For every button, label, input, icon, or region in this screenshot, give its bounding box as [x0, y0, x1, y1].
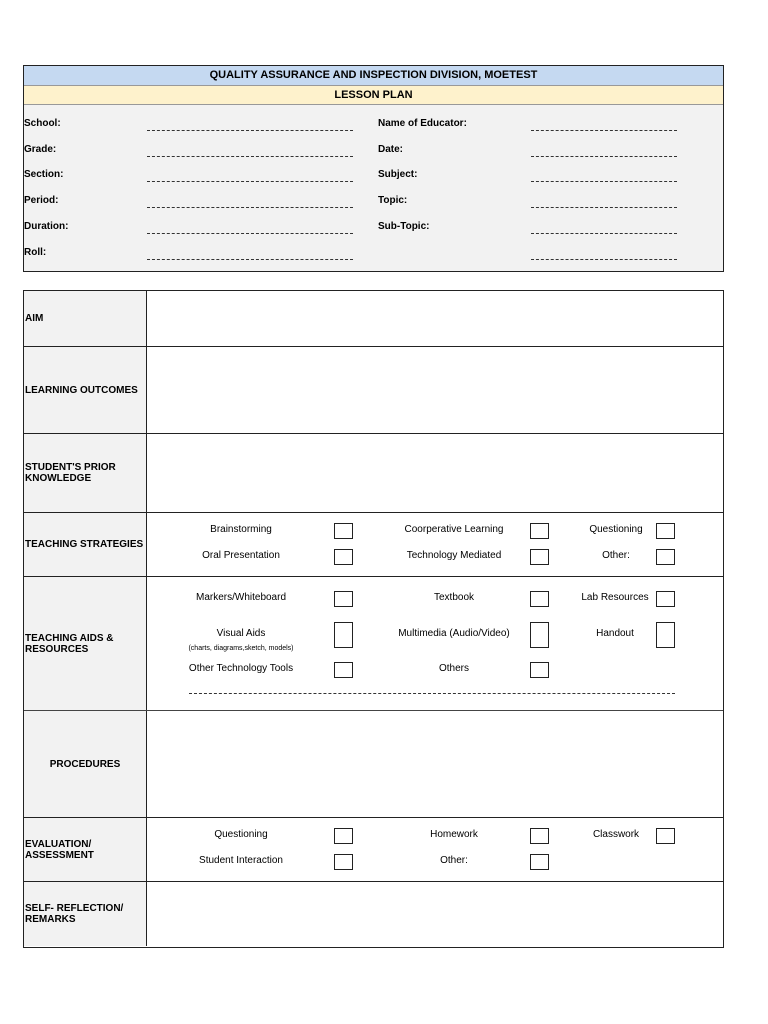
topic-label: Topic:: [378, 195, 408, 206]
subject-label: Subject:: [378, 169, 418, 180]
oral-presentation-label: Oral Presentation: [202, 550, 280, 561]
other-aids-line[interactable]: [189, 693, 675, 694]
other-strategy-label: Other:: [602, 550, 630, 561]
classwork-label: Classwork: [592, 829, 640, 840]
evaluation-options: [147, 818, 723, 881]
student-interaction-label: Student Interaction: [199, 855, 283, 866]
self-reflection-row: [24, 882, 723, 946]
educator-label: Name of Educator:: [378, 118, 467, 129]
procedures-label: PROCEDURES: [24, 711, 147, 817]
brainstorming-label: Brainstorming: [210, 524, 272, 535]
blank-field[interactable]: [531, 259, 677, 260]
period-field[interactable]: [147, 207, 353, 208]
visual-aids-checkbox[interactable]: [334, 622, 353, 648]
markers-whiteboard-label: Markers/Whiteboard: [195, 592, 287, 603]
eval-questioning-checkbox[interactable]: [334, 828, 353, 844]
eval-other-label: Other:: [440, 855, 468, 866]
oral-presentation-checkbox[interactable]: [334, 549, 353, 565]
classwork-checkbox[interactable]: [656, 828, 675, 844]
learning-outcomes-row: [24, 347, 723, 434]
teaching-strategies-row: [24, 513, 723, 577]
roll-field[interactable]: [147, 259, 353, 260]
technology-mediated-label: Technology Mediated: [406, 550, 502, 561]
lesson-plan-header: [23, 65, 724, 272]
learning-outcomes-label: LEARNING OUTCOMES: [24, 347, 147, 433]
other-tech-tools-checkbox[interactable]: [334, 662, 353, 678]
period-label: Period:: [24, 195, 59, 206]
brainstorming-checkbox[interactable]: [334, 523, 353, 539]
evaluation-row: [24, 818, 723, 882]
duration-label: Duration:: [24, 221, 69, 232]
educator-field[interactable]: [531, 130, 677, 131]
aim-field[interactable]: [147, 291, 723, 346]
teaching-aids-options: [147, 577, 723, 710]
division-title: QUALITY ASSURANCE AND INSPECTION DIVISION, MOETEST: [24, 66, 723, 86]
others-label: Others: [438, 663, 470, 674]
textbook-checkbox[interactable]: [530, 591, 549, 607]
evaluation-label: EVALUATION/ ASSESSMENT: [24, 818, 147, 881]
prior-knowledge-label: STUDENT'S PRIOR KNOWLEDGE: [24, 434, 147, 512]
info-row-roll: [24, 245, 723, 265]
textbook-label: Textbook: [433, 592, 475, 603]
questioning-checkbox[interactable]: [656, 523, 675, 539]
questioning-label: Questioning: [589, 524, 643, 535]
date-label: Date:: [378, 144, 404, 155]
grade-label: Grade:: [24, 144, 57, 155]
school-label: School:: [24, 118, 61, 129]
prior-knowledge-field[interactable]: [147, 434, 723, 512]
lesson-plan-title: LESSON PLAN: [24, 86, 723, 105]
markers-whiteboard-checkbox[interactable]: [334, 591, 353, 607]
teaching-strategies-label: TEACHING STRATEGIES: [24, 513, 147, 576]
aim-row: [24, 291, 723, 347]
cooperative-learning-checkbox[interactable]: [530, 523, 549, 539]
teaching-aids-label: TEACHING AIDS & RESOURCES: [24, 577, 147, 710]
eval-questioning-label: Questioning: [214, 829, 268, 840]
prior-knowledge-row: [24, 434, 723, 513]
other-tech-tools-label: Other Technology Tools: [188, 663, 294, 674]
technology-mediated-checkbox[interactable]: [530, 549, 549, 565]
procedures-row: [24, 711, 723, 818]
handout-label: Handout: [596, 628, 634, 639]
info-row-section: [24, 167, 723, 187]
info-row-school: [24, 116, 723, 136]
self-reflection-label: SELF- REFLECTION/ REMARKS: [24, 882, 147, 946]
self-reflection-field[interactable]: [147, 882, 723, 946]
multimedia-label: Multimedia (Audio/Video): [398, 628, 510, 639]
subject-field[interactable]: [531, 181, 677, 182]
multimedia-checkbox[interactable]: [530, 622, 549, 648]
school-field[interactable]: [147, 130, 353, 131]
cooperative-learning-label: Coorperative Learning: [404, 524, 504, 535]
roll-label: Roll:: [24, 247, 47, 258]
procedures-field[interactable]: [147, 711, 723, 817]
visual-aids-note: (charts, diagrams,sketch, models): [188, 645, 294, 652]
teaching-aids-row: [24, 577, 723, 711]
section-field[interactable]: [147, 181, 353, 182]
homework-checkbox[interactable]: [530, 828, 549, 844]
student-interaction-checkbox[interactable]: [334, 854, 353, 870]
grade-field[interactable]: [147, 156, 353, 157]
section-label: Section:: [24, 169, 64, 180]
learning-outcomes-field[interactable]: [147, 347, 723, 433]
aim-label: AIM: [24, 291, 147, 346]
sub-topic-field[interactable]: [531, 233, 677, 234]
eval-other-checkbox[interactable]: [530, 854, 549, 870]
lesson-plan-table: [23, 290, 724, 948]
teaching-strategies-options: [147, 513, 723, 576]
sub-topic-label: Sub-Topic:: [378, 221, 430, 232]
date-field[interactable]: [531, 156, 677, 157]
duration-field[interactable]: [147, 233, 353, 234]
others-checkbox[interactable]: [530, 662, 549, 678]
info-row-period: [24, 193, 723, 213]
topic-field[interactable]: [531, 207, 677, 208]
handout-checkbox[interactable]: [656, 622, 675, 648]
homework-label: Homework: [430, 829, 478, 840]
lab-resources-checkbox[interactable]: [656, 591, 675, 607]
lab-resources-label: Lab Resources: [581, 592, 649, 603]
other-strategy-checkbox[interactable]: [656, 549, 675, 565]
info-row-duration: [24, 219, 723, 239]
info-row-grade: [24, 142, 723, 162]
visual-aids-label: Visual Aids: [216, 628, 266, 639]
